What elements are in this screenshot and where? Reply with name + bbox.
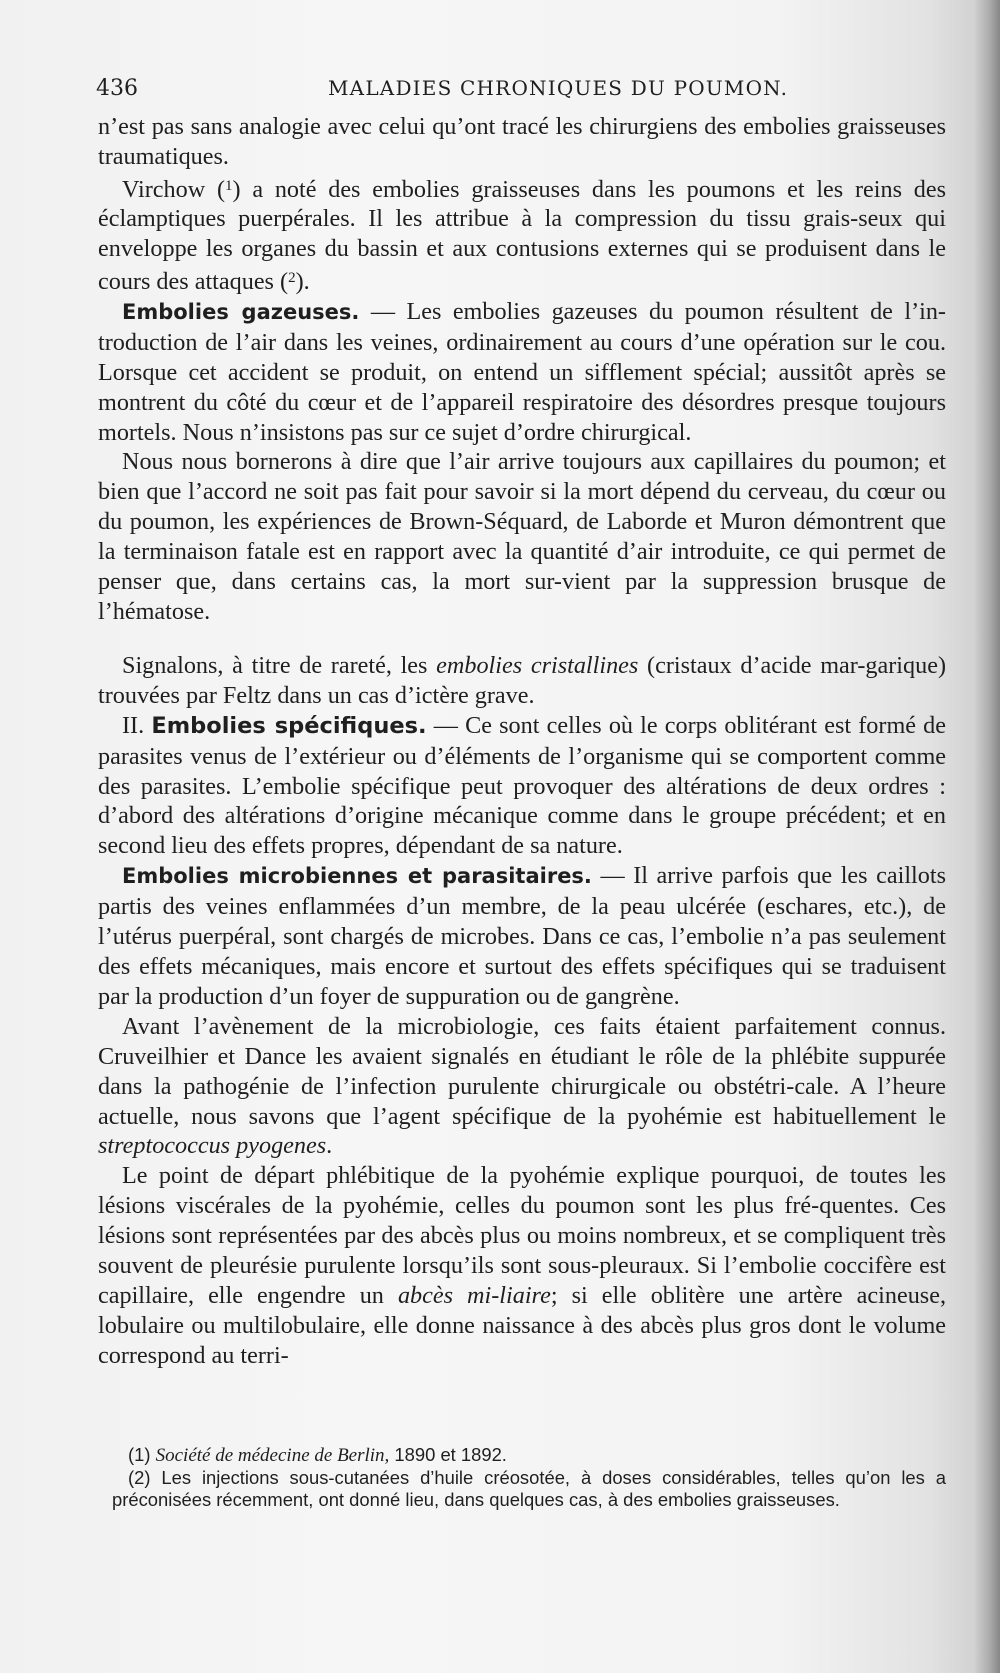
section-number: II.: [122, 711, 152, 739]
paragraph-4: [98, 447, 946, 626]
term-streptococcus: streptococcus pyogenes: [98, 1132, 327, 1160]
footnote-2: [112, 1467, 946, 1511]
paragraph-9: [98, 1161, 946, 1370]
heading-embolies-specifiques: Embolies spécifiques.: [151, 712, 427, 739]
page-number: 436: [96, 76, 138, 101]
paragraph-5: [98, 651, 946, 711]
running-head: [96, 76, 936, 106]
paragraph-3: [98, 297, 946, 448]
paragraph-5-text-b: (cristaux d’acide mar-garique) trouvées par Feltz dans un cas d’ictère grave.: [98, 651, 946, 709]
paragraph-6-text: — Ce sont celles où le corps oblitérant est formé de parasites venus de l’extérieur ou d’éléments de l’organisme qui se comportent comme des parasites. L’embolie spécifique peut provoquer des altérations de deux ordres : d’abord des altérations d’origine mécanique comme dans le groupe précédent; et en second lieu des effets propres, dépendant de sa nature.: [98, 711, 946, 860]
paragraph-8-text-a: Avant l’avènement de la microbiologie, ces faits étaient parfaitement connus. Cruveilhier et Dance les avaient signalés en étudiant le rôle de la phlébite suppurée dans la pathogénie de l’infection purulente chirurgicale ou obstétri-cale. A l’heure actuelle, nous savons que l’agent spécifique de la pyohémie est habituellement le: [98, 1012, 946, 1130]
paragraph-9-text-b: ; si elle oblitère une artère acineuse, lobulaire ou multilobulaire, elle donne naissance à des abcès plus gros dont le volume correspond au terri-: [98, 1281, 946, 1369]
footnote-1-source: Société de médecine de Berlin,: [155, 1445, 390, 1466]
term-abces-miliaire: abcès mi-liaire: [397, 1281, 551, 1309]
paragraph-1: [98, 112, 946, 172]
footnote-2-text: Les injections sous-cutanées d’huile créosotée, à doses considérables, telles qu’on les a préconisées récemment, ont donné lieu, dans quelques cas, à des embolies graisseuses.: [112, 1467, 946, 1510]
footnotes: [112, 1444, 946, 1511]
paragraph-2-text-a: Virchow (: [122, 175, 225, 203]
paragraph-8-text-b: .: [326, 1132, 333, 1160]
footnote-1: [112, 1444, 946, 1467]
page-gutter-shadow: [974, 0, 1000, 1673]
paragraph-2-text-c: ).: [295, 268, 310, 296]
paragraph-5-text-a: Signalons, à titre de rareté, les: [122, 651, 437, 679]
paragraph-3-text: — Les embolies gazeuses du poumon résultent de l’in-troduction de l’air dans les veines, ordinairement au cours d’une opération sur le cou. Lorsque cet accident se produit, on entend un sifflement spécial; aussitôt après se montrent du côté du cœur et de l’appareil respiratoire des désordres presque toujours mortels. Nous n’insistons pas sur ce sujet d’ordre chirurgical.: [98, 297, 946, 446]
heading-embolies-gazeuses: Embolies gazeuses.: [122, 299, 360, 324]
body-text: [98, 112, 946, 1371]
paragraph-2: [98, 172, 946, 297]
footnote-2-mark: (2): [128, 1467, 151, 1488]
footnote-ref-2: 2: [288, 270, 296, 287]
paragraph-1-text: n’est pas sans analogie avec celui qu’ont tracé les chirurgiens des embolies graisseuses traumatiques.: [98, 113, 946, 170]
heading-embolies-microbiennes: Embolies microbiennes et parasitaires.: [122, 864, 592, 889]
footnote-ref-1: 1: [225, 177, 233, 194]
footnote-1-text: 1890 et 1892.: [389, 1444, 507, 1465]
running-title: MALADIES CHRONIQUES DU POUMON.: [328, 76, 789, 100]
paragraph-9-text-a: Le point de départ phlébitique de la pyohémie explique pourquoi, de toutes les lésions viscérales de la pyohémie, celles du poumon sont les plus fré-quentes. Ces lésions sont représentées par des abcès plus ou moins nombreux, et se compliquent très souvent de pleurésie purulente lorsqu’ils sont sous-pleuraux. Si l’embolie coccifère est capillaire, elle engendre un: [98, 1162, 946, 1309]
paragraph-7: [98, 861, 946, 1012]
paragraph-8: [98, 1012, 946, 1162]
paragraph-6: [98, 711, 946, 862]
footnote-1-mark: (1): [128, 1444, 151, 1465]
paragraph-4-text: Nous nous bornerons à dire que l’air arrive toujours aux capillaires du poumon; et bien que l’accord ne soit pas fait pour savoir si la mort dépend du cerveau, du cœur ou du poumon, les expériences de Brown-Séquard, de Laborde et Muron démontrent que la terminaison fatale est en rapport avec la quantité d’air introduite, ce qui permet de penser que, dans certains cas, la mort sur-vient par la suppression brusque de l’hématose.: [98, 448, 946, 625]
paragraph-7-text: — Il arrive parfois que les caillots partis des veines enflammées d’un membre, de la peau ulcérée (eschares, etc.), de l’utérus puerpéral, sont chargés de microbes. Dans ce cas, l’embolie n’a pas seulement des effets mécaniques, mais encore et surtout des effets spécifiques qui se traduisent par la production d’un foyer de suppuration ou de gangrène.: [98, 862, 946, 1010]
paragraph-2-text-b: ) a noté des embolies graisseuses dans les poumons et les reins des éclamptiques puerpérales. Il les attribue à la compression du tissu grais-seux qui enveloppe les organes du bassin et aux contusions externes qui se produisent dans le cours des attaques (: [98, 175, 946, 296]
term-embolies-cristallines: embolies cristallines: [436, 651, 639, 679]
